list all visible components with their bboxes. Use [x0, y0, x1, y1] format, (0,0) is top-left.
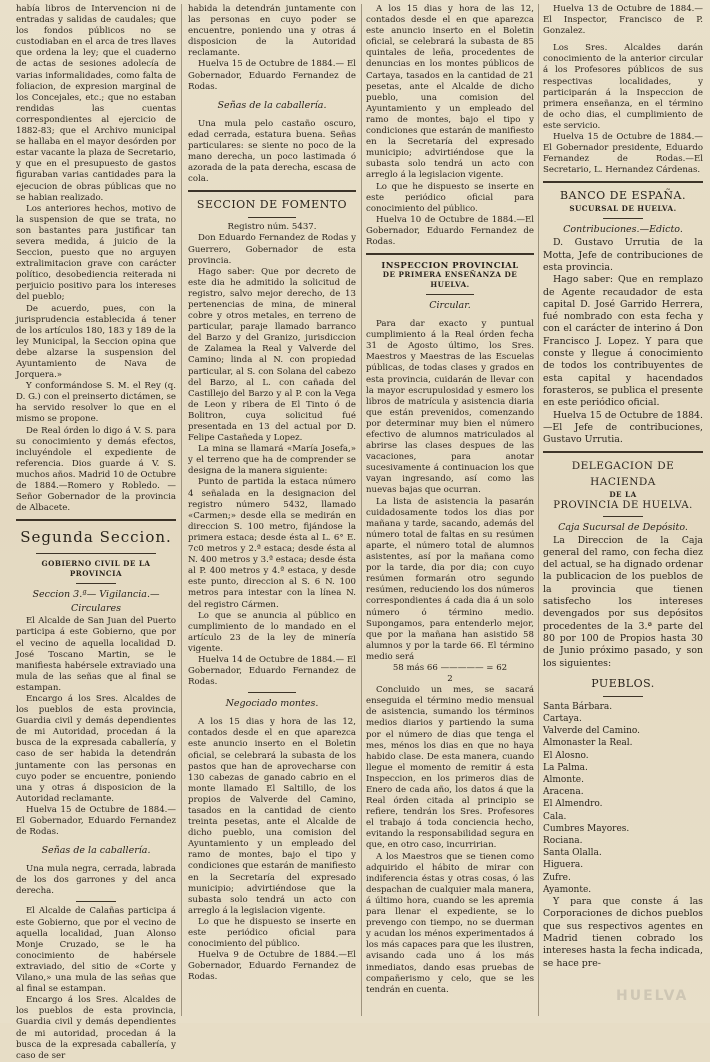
paragraph: Encargo á los Sres. Alcaldes de los pueblos de esta provincia, Guardia civil y demás dependientes de mi Autoridad, procedan á la busca de la expresada caballería, y caso de ser habida la detendrán juntamente con las personas en cuyo poder se encuentre, poniendo una y otras á disposicion de la Autoridad reclamante. — [16, 693, 176, 804]
section-subheading: PROVINCIA DE HUELVA. — [553, 500, 693, 512]
section-subheading: SUCURSAL DE HUELVA. — [569, 204, 677, 214]
paragraph: La mina se llamará «María Josefa,» y el terreno que ha de comprender se designa de la manera siguiente: — [188, 444, 356, 477]
subheading: Circular. — [429, 300, 471, 312]
signature: Huelva 9 de Octubre de 1884.—El Gobernador, Eduardo Fernandez de Rodas. — [188, 950, 356, 983]
town-item: Higuera. — [543, 860, 584, 871]
paragraph: Lo que se anuncia al público en cumplimiento de lo mandado en el artículo 23 de la ley de minería vigente. — [188, 610, 356, 654]
column-4 — [543, 4, 703, 1016]
paragraph: De Real órden lo digo á V. S. para su conocimiento y demás efectos, incluyéndole el expediente de referencia. Dios guarde á V. S. muchos años. Madrid 10 de Octubre de 1884.—Romero y Robledo. —Señor Gobernador de la provincia de Albacete. — [16, 425, 176, 514]
paragraph: Punto de partida la estaca número 4 señalada en la designacion del registro número 5432, llamado «Carmen;» desde ella se medirán en direccion S. 100 metro, fijándose la primera estaca; desde ésta al L. 6° E. 7c0 metros y 2.ª estaca; desde ésta al N. 400 metros y 3.ª estaca; desde ésta al P. 400 metros y 4.ª estaca, y desde este punto, direccion al S. 6 N. 100 metros para intestar con la línea N. del registro Cármen. — [188, 477, 356, 610]
paragraph: Lo que he dispuesto se inserte en este periódico oficial para conocimiento del público. — [366, 181, 534, 214]
section-heading: SECCION DE FOMENTO — [196, 198, 348, 212]
town-item: Santa Olalla. — [543, 848, 602, 859]
town-item: El Alosno. — [543, 750, 589, 761]
town-item: Aracena. — [543, 787, 584, 798]
town-item: Almonaster la Real. — [543, 738, 633, 749]
signature: Huelva 15 de Octubre de 1884.— El Gobernador, Eduardo Fernandez de Rodas. — [188, 59, 356, 92]
paragraph: El Alcalde de Calañas participa á este Gobierno, que por el vecino de aquella localidad, Juan Alonso Monje Cruzado, se le ha conocimiento de habérsele extraviado, del sitio de «Corte y Vilano,» una mula de las señas que al final se estampan. — [16, 906, 176, 995]
town-item: Almonte. — [543, 775, 584, 786]
section-subheading: DE PRIMERA ENSEÑANZA DE HUELVA. — [382, 270, 518, 290]
town-item: La Palma. — [543, 762, 588, 773]
signature: Huelva 10 de Octubre de 1884.—El Gobernador, Eduardo Fernandez de Rodas. — [366, 214, 534, 247]
rule — [603, 696, 643, 697]
rule — [426, 294, 474, 295]
section-heading: DELEGACION DE HACIENDA — [571, 460, 675, 489]
town-item: Rociana. — [543, 836, 583, 847]
subheading: Negociado montes. — [225, 698, 319, 710]
paragraph: De acuerdo, pues, con la jurisprudencia establecida á tener de los artículos 180, 183 y 189 de la ley Municipal, la Seccion opina que debe alzarse la suspension del Ayuntamiento de Nava de Jorquera.» — [16, 303, 176, 381]
column-divider — [538, 4, 539, 1016]
paragraph: había libros de Intervencion ni de entradas y salidas de caudales; que los fondos públicos no se custodiaban en el arca de tres llaves que ordena la ley; que el cuaderno de actas de sesiones adolecía de varias informalidades, como falta de foliacion, de expresion marginal de los Concejales, etc.; que no estaban rendidas las cuentas correspondientes al ejercicio de 1882-83; que el Archivo municipal se hallaba en el mayor desórden por estar vacante la plaza de Secretario, y que en el presupuesto de gastos figuraban varias cantidades para la ejecucion de obras públicas que no se habian realizado. — [16, 4, 176, 203]
town-item: Valverde del Camino. — [543, 726, 640, 737]
signature: Huelva 15 de Octubre de 1884.— El Gobernador presidente, Eduardo Fernandez de Rodas.—El Secretario, L. Hernandez Cárdenas. — [543, 132, 703, 176]
rule — [603, 516, 643, 517]
paragraph: A los 15 dias y hora de las 12, contados desde el en que aparezca este anuncio inserto en el Boletin oficial, se celebrará la subasta de 85 quintales de leña, procedentes de denuncias en los montes públicos de Cartaya, tasados en la cantidad de 21 pesetas, ante el Alcalde de dicho pueblo, una comision del Ayuntamiento y un empleado del ramo de montes, bajo el tipo y condiciones que estarán de manifiesto en la Secretaría del expresado municipio; advirtiéndose que la subasta solo tendrá un acto con arreglo á la legislacion vigente. — [366, 4, 534, 181]
paragraph: habida la detendrán juntamente con las personas en cuyo poder se encuentre, poniendo una y otras á disposicion de la Autoridad reclamante. — [188, 4, 356, 59]
paragraph: Y para que conste á las Corporaciones de dichos pueblos que sus respectivos agentes en Madrid tienen cobrado los intereses hasta la fecha indicada, se hace pre- — [543, 896, 703, 969]
paragraph: Don Eduardo Fernandez de Rodas y Guerrero, Gobernador de esta provincia. — [188, 233, 356, 266]
list-heading: PUEBLOS. — [591, 676, 655, 690]
signature: Huelva 14 de Octubre de 1884.— El Gobernador, Eduardo Fernandez de Rodas. — [188, 654, 356, 688]
paragraph: Concluido un mes, se sacará enseguida el término medio mensual de asistencia, sumando los términos medios diarios y partiendo la suma por el número de dias que tenga el mes, ménos los dias en que no haya habido clase. De esta manera, cuando llegue el momento de remitir á esta Inspeccion, en los primeros dias de Enero de cada año, los datos á que la Real órden citada al principio se refiere, tendrán los Sres. Profesores el trabajo á toda conciencia hecho, evitando la responsabilidad segura en que, en otro caso, incurririan. — [366, 685, 534, 851]
section-rule — [188, 190, 356, 192]
section-rule — [16, 519, 176, 521]
paragraph: Lo que he dispuesto se inserte en este periódico oficial para conocimiento del público. — [188, 916, 356, 950]
town-list — [543, 701, 703, 896]
rule — [248, 217, 296, 218]
paragraph: Una mula pelo castaño oscuro, edad cerrada, estatura buena. Señas particulares: se siente no poco de la mano derecha, un poco lastimada ó azorada de la pata derecha, escasa de cola. — [188, 118, 356, 185]
paragraph: Y conformándose S. M. el Rey (q. D. G.) con el preinserto dictámen, se ha servido resolver lo que en el mismo se propone. — [16, 381, 176, 425]
heading: GOBIERNO CIVIL DE LA PROVINCIA — [41, 559, 151, 579]
column-1 — [16, 4, 176, 1061]
registry-number: Registro núm. 5437. — [227, 222, 317, 233]
section-rule — [543, 181, 703, 183]
paragraph: Los Sres. Alcaldes darán conocimiento de la anterior circular á los Profesores públicos de sus respectivas localidades, y participarán á la Inspeccion de primera enseñanza, en el término de ocho dias, el cumplimiento de este servicio. — [543, 43, 703, 131]
section-heading: INSPECCION PROVINCIAL — [381, 260, 519, 271]
rule — [76, 901, 116, 902]
subheading: Caja Sucursal de Depósito. — [558, 521, 688, 533]
town-item: Cartaya. — [543, 714, 582, 725]
town-item: Cumbres Mayores. — [543, 823, 630, 834]
signature: Huelva 15 de Octubre de 1884.— El Gobernador, Eduardo Fernandez de Rodas. — [16, 804, 176, 838]
rule — [248, 692, 296, 693]
town-item: Santa Bárbara. — [543, 701, 613, 712]
section-rule — [543, 451, 703, 453]
watermark: HUELVA — [616, 988, 689, 1004]
rule — [76, 583, 116, 584]
signature: Huelva 15 de Octubre de 1884. —El Jefe de contribuciones, Gustavo Urrutia. — [543, 409, 703, 446]
column-divider — [181, 4, 182, 1016]
column-2 — [188, 4, 356, 1016]
paragraph: Una mula negra, cerrada, labrada de los dos garrones y del anca derecha. — [16, 864, 176, 897]
town-item: Ayamonte. — [543, 884, 592, 895]
town-item: Zufre. — [543, 872, 571, 883]
paragraph: A los 15 dias y hora de las 12, contados desde el en que aparezca este anuncio inserto en el Boletin oficial, se celebrará la subasta de los pastos que han de aprovecharse con 130 cabezas de ganado cabrio en el monte llamado El Saltillo, de los propios de Valverde del Camino, tasados en la cantidad de ciento treinta pesetas, ante el Alcalde de dicho pueblo, una comision del Ayuntamiento y un empleado del ramo de montes, bajo el tipo y condiciones que estarán de manifiesto en la Secretaría del expresado municipio; advirtiéndose que la subasta solo tendrá un acto con arreglo á la legislacion vigente. — [188, 717, 356, 916]
paragraph: D. Gustavo Urrutia de la Motta, Jefe de contribuciones de esta provincia. — [543, 237, 703, 273]
rule — [36, 553, 156, 554]
formula: 58 más 66 ————— = 62 — [392, 662, 508, 673]
paragraph: El Alcalde de San Juan del Puerto participa á este Gobierno, que por el vecino de aquella localidad D. José Toscano Martin, se le manifiesta habérsele extraviado una mula de las señas que al final se estampan. — [16, 616, 176, 693]
column-3 — [366, 4, 534, 1016]
signature: Huelva 13 de Octubre de 1884.— El Inspector, Francisco de P. Gonzalez. — [543, 4, 703, 37]
paragraph: Hago saber: Que en remplazo de Agente recaudador de esta capital D. José Garrido Herrera, fué nombrado con esta fecha y con el carácter de interino á Don Francisco J. Lopez. Y para que conste y llegue á conocimiento de todos los contribuyentes de esta capital y hacendados forasteros, se publica el presente en este periódico oficial. — [543, 274, 703, 409]
paragraph: Para dar exacto y puntual cumplimiento á la Real órden fecha 31 de Agosto último, los Sres. Maestros y Maestras de las Escuelas públicas, de todas clases y grados en esta provincia, cuidarán de llevar con la mayor escrupulosidad y esmero los libros de matrícula y asistencia diaria que están prevenidos, comenzando por determinar muy bien el número efectivo de alumnos matriculados al abrirse las clases despues de las vacaciones, para anotar sucesivamente á continuacion los que vayan ingresando, así como las nuevas bajas que ocurran. — [366, 319, 534, 496]
formula-denominator: 2 — [447, 674, 453, 685]
paragraph: Los anteriores hechos, motivo de la suspension de que se trata, no son bastantes para justificar tan severa medida, á juicio de la Seccion, puesto que no arguyen extralimitacion grave con carácter político, desobediencia reiterada ni perjuicio positivo para los intereses del pueblo; — [16, 203, 176, 303]
paragraph: Hago saber: Que por decreto de este dia he admitido la solicitud de registro, salvo mejor derecho, de 13 pertenencias de mina, de mineral cobre y otros metales, en terreno de particular, paraje llamado barranco del Barzo y del Granizo, jurisdiccion de Zalamea la Real y Valverde del Camino; linda al N. con propiedad particular, al S. con Solana del cabezo del Barzo, al L. con cañada del Castillejo del Barzo y al P. con la Vega de Leon y ribera de El Tinto ó de Bolitron, cuya solicitud fué presentada en 13 del actual por D. Felipe Castañeda y Lopez. — [188, 266, 356, 444]
subheading: Señas de la caballería. — [217, 99, 327, 111]
section-connector: DE LA — [609, 490, 637, 500]
paragraph: Encargo á los Sres. Alcaldes de los pueblos de esta provincia, Guardia civil y demás dependientes de mi autoridad, procedan á la busca de la expresada caballería, y caso de ser — [16, 995, 176, 1061]
subheading: Seccion 3.ª— Vigilancia.— Circulares — [32, 589, 160, 615]
section-heading: BANCO DE ESPAÑA. — [560, 189, 686, 203]
paragraph: La lista de asistencia la pasarán cuidadosamente todos los dias por mañana y tarde, sacando, además del número total de faltas en su resúmen aparte, el número total de alumnos asistentes, así por la mañana como por la tarde, dia por dia; con cuyo resúmen formarán otro segundo resúmen, reduciendo los dos números correspondientes á cada dia á un solo número ó término medio. Supongamos, para entenderlo mejor, que por la mañana han asistido 58 alumnos y por la tarde 66. El término medio será — [366, 496, 534, 662]
town-item: Cala. — [543, 811, 567, 822]
rule — [603, 218, 643, 219]
section-rule — [366, 253, 534, 255]
paragraph: La Direccion de la Caja general del ramo, con fecha diez del actual, se ha dignado ordenar la publicacion de los pueblos de la provincia que tienen satisfecho los intereses devengados por sus depósitos procedentes de la 3.ª parte del 80 por 100 de Propios hasta 30 de Junio próximo pasado, y son los siguientes: — [543, 534, 703, 669]
subheading: Contribuciones.—Edicto. — [563, 224, 683, 236]
section-title: Segunda Seccion. — [20, 528, 172, 547]
subheading: Señas de la caballería. — [41, 845, 151, 857]
column-divider — [361, 4, 362, 1016]
town-item: El Almendro. — [543, 799, 603, 810]
paragraph: A los Maestros que se tienen como adquirido el hábito de mirar con indiferencia éstas y otras cosas, ó las despachan de cualquier mala manera, á último hora, cuando se les apremia para llenar el expediente, se lo prevengo con tiempo, no se duerman y acudan los ménos experimentados á los más capaces para que les ilustren, avisando cada uno á los más inmediatos, dando esas pruebas de compañerismo y celo, que se les tendrán en cuenta. — [366, 851, 534, 995]
